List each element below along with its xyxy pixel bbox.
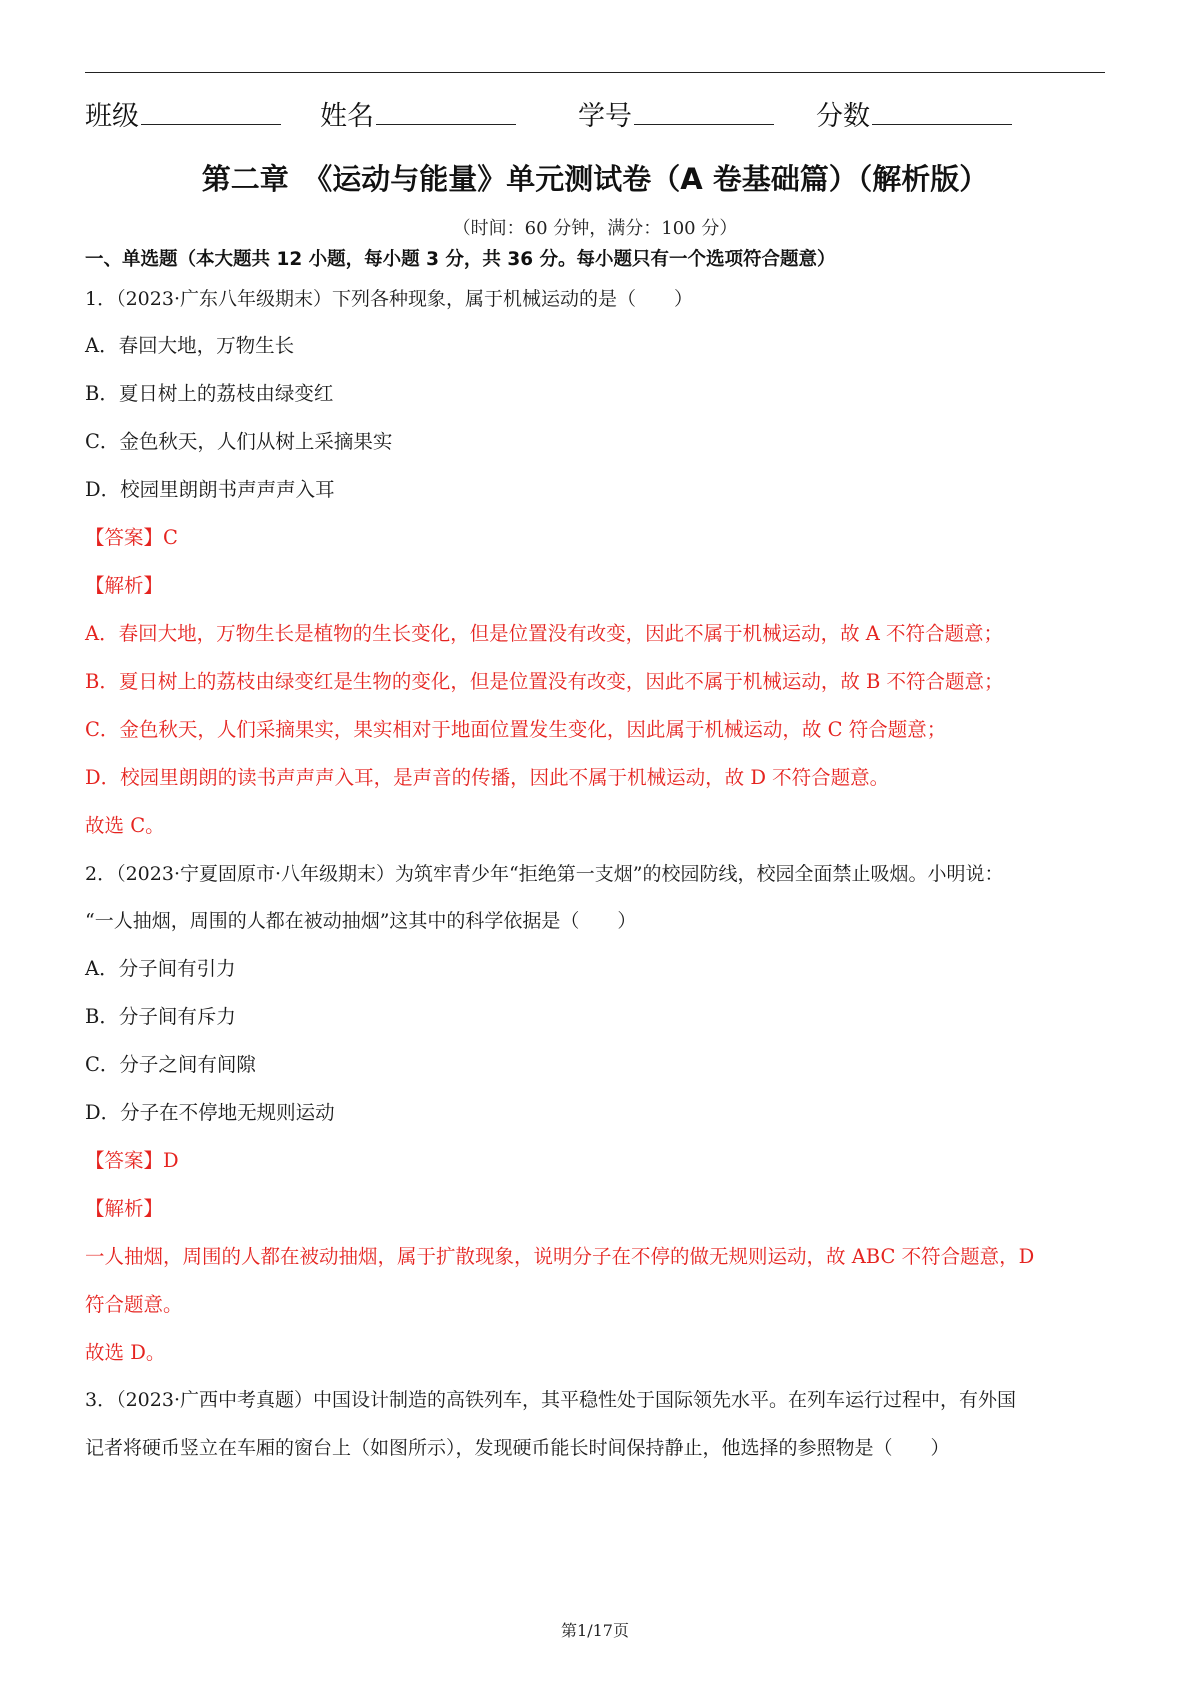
question-1-answer: 【答案】C [85,526,178,549]
question-2-stem: 2．（2023·宁夏固原市·八年级期末）为筑牢青少年“拒绝第一支烟”的校园防线，校园全面禁止吸烟。小明说： [85,863,1004,885]
class-label: 班级 [85,101,139,132]
score-label: 分数 [816,101,870,132]
exam-time-info: （时间：60 分钟，满分：100 分） [452,218,738,239]
score-field [816,97,1012,137]
class-blank[interactable] [141,98,281,125]
question-2-option-b: B．分子间有斥力 [85,1005,236,1028]
section-heading: 一、单选题（本大题共 12 小题，每小题 3 分，共 36 分。每小题只有一个选项符合题意） [85,249,836,270]
question-3-stem: 3．（2023·广西中考真题）中国设计制造的高铁列车，其平稳性处于国际领先水平。在列车运行过程中，有外国 [85,1389,1016,1411]
name-field [320,97,516,137]
question-1-analysis-label: 【解析】 [85,574,164,597]
student-id-label: 学号 [578,101,632,132]
page-number: 第1/17页 [561,1621,629,1640]
question-2-analysis-line: 一人抽烟，周围的人都在被动抽烟，属于扩散现象，说明分子在不停的做无规则运动，故 ABC 不符合题意，D [85,1245,1035,1268]
question-2-conclusion: 故选 D。 [85,1341,166,1364]
question-1-analysis-line: B．夏日树上的荔枝由绿变红是生物的变化，但是位置没有改变，因此不属于机械运动，故 B 不符合题意； [85,670,1004,693]
question-2-answer: 【答案】D [85,1149,179,1172]
question-1-option-b: B．夏日树上的荔枝由绿变红 [85,382,334,405]
student-id-field [578,97,774,137]
question-2-option-a: A．分子间有引力 [85,957,236,980]
question-1-analysis-line: A．春回大地，万物生长是植物的生长变化，但是位置没有改变，因此不属于机械运动，故 A 不符合题意； [85,622,1004,645]
question-2-stem: “一人抽烟，周围的人都在被动抽烟”这其中的科学依据是（ ） [85,910,637,932]
student-id-blank[interactable] [634,98,774,125]
page-title: 第二章 《运动与能量》单元测试卷（A 卷基础篇）（解析版） [201,162,989,196]
top-rule [85,72,1105,73]
question-3-stem: 记者将硬币竖立在车厢的窗台上（如图所示），发现硬币能长时间保持静止，他选择的参照物是（ ） [85,1437,950,1459]
student-info-row [85,97,1105,137]
question-2-analysis-line: 符合题意。 [85,1293,183,1316]
question-1-analysis-line: C．金色秋天，人们采摘果实，果实相对于地面位置发生变化，因此属于机械运动，故 C 符合题意； [85,718,947,741]
question-1-option-a: A．春回大地，万物生长 [85,334,295,357]
name-label: 姓名 [320,101,374,132]
question-2-option-c: C．分子之间有间隙 [85,1053,256,1076]
question-1-option-d: D．校园里朗朗书声声声入耳 [85,478,335,501]
question-1-analysis-line: D．校园里朗朗的读书声声声入耳，是声音的传播，因此不属于机械运动，故 D 不符合题意。 [85,766,890,789]
question-2-analysis-label: 【解析】 [85,1197,164,1220]
class-field [85,97,281,137]
question-1-option-c: C．金色秋天，人们从树上采摘果实 [85,430,393,453]
question-1-conclusion: 故选 C。 [85,814,165,837]
score-blank[interactable] [872,98,1012,125]
question-2-option-d: D．分子在不停地无规则运动 [85,1101,335,1124]
name-blank[interactable] [376,98,516,125]
question-1-stem: 1．（2023·广东八年级期末）下列各种现象，属于机械运动的是（ ） [85,288,693,310]
